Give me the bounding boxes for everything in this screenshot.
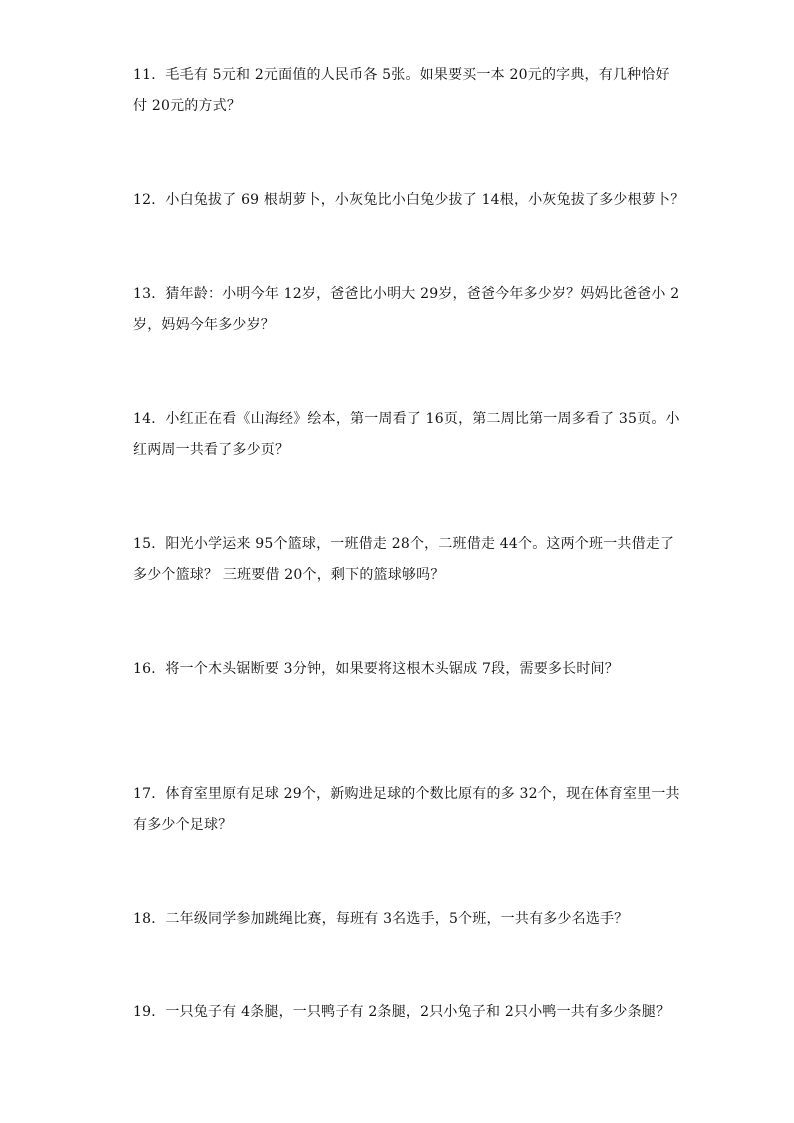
question-18-line-1: 18．二年级同学参加跳绳比赛，每班有 3名选手，5个班，一共有多少名选手？	[133, 911, 629, 927]
question-13-line-2: 岁，妈妈今年多少岁？	[133, 317, 275, 333]
question-15-line-2: 多少个篮球？ 三班要借 20个，剩下的篮球够吗？	[133, 567, 445, 583]
question-13-line-1: 13．猜年龄：小明今年 12岁，爸爸比小明大 29岁，爸爸今年多少岁？妈妈比爸爸小 2	[133, 286, 680, 302]
question-11	[133, 60, 670, 122]
question-18	[133, 904, 665, 935]
question-15-line-1: 15．阳光小学运来 95个篮球，一班借走 28个，二班借走 44个。这两个班一共借走了	[133, 536, 675, 552]
question-17	[133, 779, 680, 841]
question-11-line-2: 付 20元的方式？	[133, 98, 242, 114]
question-15	[133, 529, 675, 591]
question-12	[133, 185, 685, 216]
question-17-line-1: 17．体育室里原有足球 29个，新购进足球的个数比原有的多 32个，现在体育室里一共	[133, 786, 680, 802]
question-14	[133, 404, 680, 466]
question-12-line-1: 12．小白兔拔了 69 根胡萝卜，小灰兔比小白兔少拔了 14根，小灰兔拔了多少根萝卜？	[133, 192, 685, 208]
question-11-line-1: 11．毛毛有 5元和 2元面值的人民币各 5张。如果要买一本 20元的字典，有几种恰好	[133, 67, 670, 83]
question-14-line-2: 红两周一共看了多少页？	[133, 442, 290, 458]
question-19	[133, 997, 671, 1028]
question-13	[133, 279, 680, 341]
question-14-line-1: 14．小红正在看《山海经》绘本，第一周看了 16页，第二周比第一周多看了 35页。小	[133, 411, 680, 427]
question-16	[133, 654, 665, 685]
question-17-line-2: 有多少个足球？	[133, 817, 233, 833]
question-16-line-1: 16．将一个木头锯断要 3分钟，如果要将这根木头锯成 7段，需要多长时间？	[133, 661, 619, 677]
question-19-line-1: 19．一只兔子有 4条腿，一只鸭子有 2条腿，2只小兔子和 2只小鸭一共有多少条腿？	[133, 1004, 671, 1020]
